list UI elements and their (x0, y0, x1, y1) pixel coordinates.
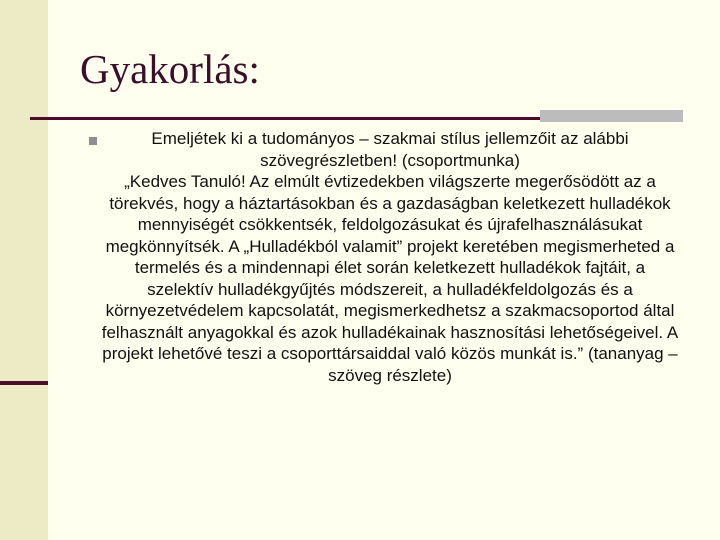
bullet-lead: Emeljétek ki a tudományos – szakmai stílus jellemzőit az alábbi szövegrészletben! (csoportmunka) (151, 129, 629, 170)
sidebar-accent-line (0, 381, 48, 385)
slide-title: Gyakorlás: (80, 46, 260, 92)
sidebar-bar (0, 0, 48, 540)
title-underline (30, 117, 540, 120)
bullet-text (100, 128, 680, 386)
bullet-quote: „Kedves Tanuló! Az elmúlt évtizedekben világszerte megerősödött az a törekvés, hogy a háztartásokban és a gazdaságban keletkezett hulladékok mennyiségét csökkentsék, feldolgozásukat és újrafelhasználásukat megkönnyítsék. A „Hulladékból valamit” projekt keretében megismerheted a termelés és a mindennapi élet során keletkezett hulladékok fajtáit, a szelektív hulladékgyűjtés módszereit, a hulladékfeldolgozás és a környezetvédelem kapcsolatát, megismerkedhetsz a szakmacsoportod által felhasznált anyagokkal és azok hulladékainak hasznosítási lehetőségeivel. A projekt lehetővé teszi a csoporttársaiddal való közös munkát is.” (tananyag – szöveg részlete) (101, 172, 679, 385)
title-underline-gray-block (540, 110, 683, 122)
bullet-square-icon (89, 137, 97, 145)
